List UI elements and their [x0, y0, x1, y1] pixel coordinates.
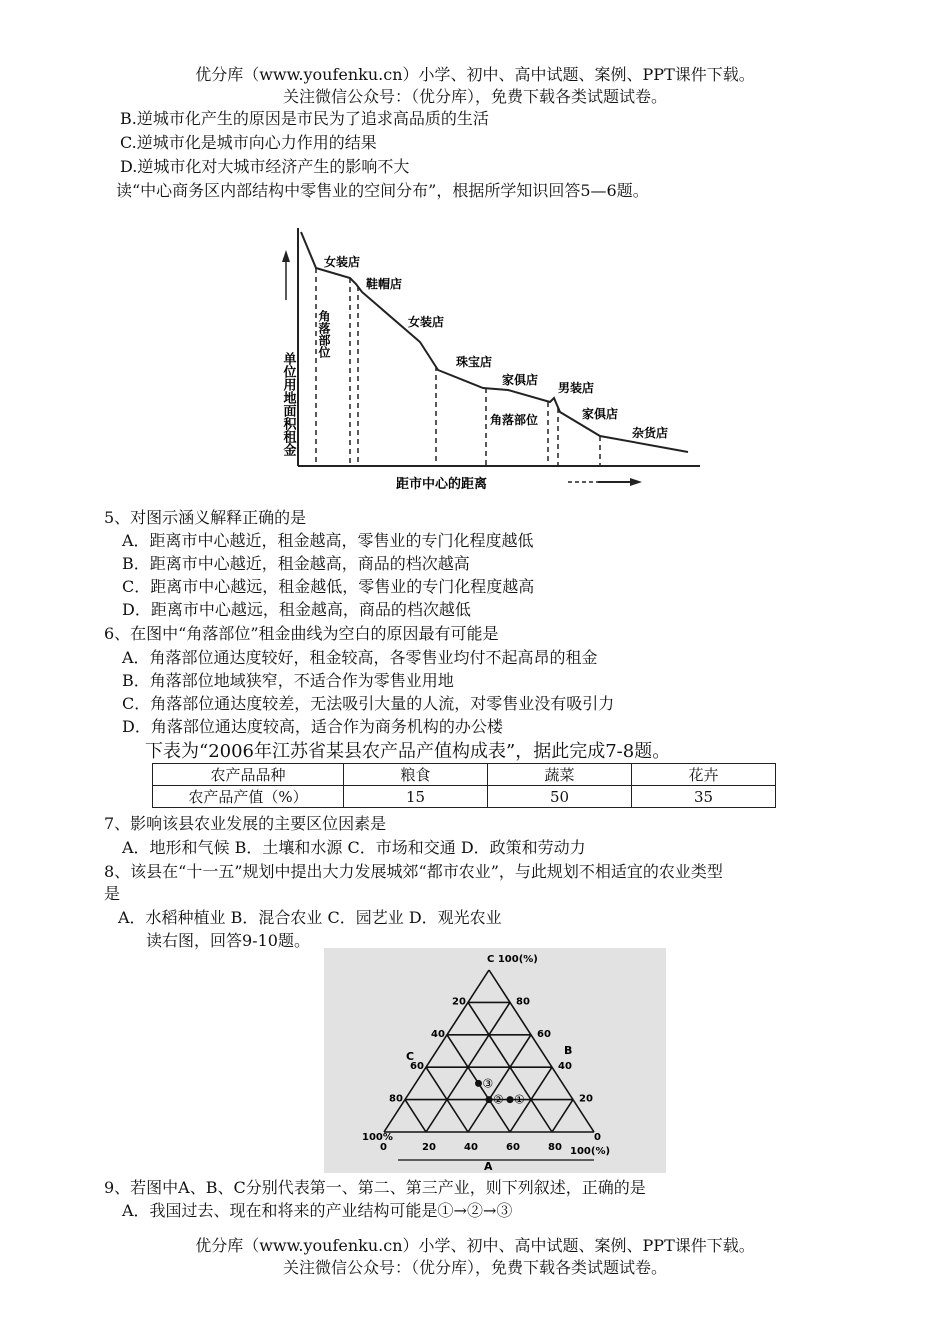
data-point-label: ②	[493, 1092, 504, 1107]
data-point-label: ①	[514, 1092, 525, 1107]
tick-label-a: 60	[506, 1142, 520, 1153]
label-corner-1: 角落部位	[317, 310, 331, 358]
q9-stem: 9、若图中A、B、C分别代表第一、第二、第三产业，则下列叙述，正确的是	[104, 1178, 646, 1197]
q8-stem-line-1: 8、该县在“十一五”规划中提出大力发展城郊“都市农业”，与此规划不相适宜的农业类型	[104, 862, 723, 881]
q8-options: A．水稻种植业 B．混合农业 C．园艺业 D．观光农业	[118, 908, 502, 927]
table-header-cell: 蔬菜	[488, 764, 632, 786]
intro-7-8: 下表为“2006年江苏省某县农产品产值构成表”，据此完成7-8题。	[145, 741, 671, 762]
data-point	[475, 1080, 482, 1087]
q4-option-b: B.逆城市化产生的原因是市民为了追求高品质的生活	[120, 109, 489, 128]
label-mens-store: 男装店	[558, 381, 595, 395]
label-womens-store-2: 女装店	[408, 315, 445, 329]
retail-rent-chart	[268, 220, 708, 495]
tick-label-c: 20	[452, 996, 466, 1008]
data-point	[507, 1096, 514, 1103]
table-cell: 35	[632, 786, 776, 808]
header-line-1: 优分库（www.youfenku.cn）小学、初中、高中试题、案例、PPT课件下载。	[195, 65, 755, 84]
x-axis-label: 距市中心的距离	[396, 477, 488, 492]
label-furniture-store-2: 家俱店	[582, 407, 619, 421]
q8-stem-line-2: 是	[104, 884, 121, 903]
q9-option-a: A．我国过去、现在和将来的产业结构可能是①→②→③	[122, 1201, 513, 1220]
q6-stem: 6、在图中“角落部位”租金曲线为空白的原因最有可能是	[104, 624, 499, 643]
axis-c-label: C	[406, 1050, 415, 1063]
intro-9-10: 读右图，回答9-10题。	[146, 931, 310, 950]
data-point	[486, 1096, 493, 1103]
q4-option-d: D.逆城市化对大城市经济产生的影响不大	[120, 157, 410, 176]
q6-option-a: A．角落部位通达度较好，租金较高，各零售业均付不起高昂的租金	[122, 648, 598, 667]
q5-option-c: C．距离市中心越远，租金越低，零售业的专门化程度越高	[122, 577, 535, 596]
footer-line-1: 优分库（www.youfenku.cn）小学、初中、高中试题、案例、PPT课件下载。	[195, 1236, 755, 1255]
tick-label-a: 80	[548, 1142, 562, 1153]
q7-options: A．地形和气候 B．土壤和水源 C．市场和交通 D．政策和劳动力	[122, 838, 586, 857]
q6-option-c: C．角落部位通达度较差，无法吸引大量的人流，对零售业没有吸引力	[122, 694, 615, 713]
table-header-cell: 花卉	[632, 764, 776, 786]
table-cell: 50	[488, 786, 632, 808]
q6-option-b: B．角落部位地域狭窄，不适合作为零售业用地	[122, 671, 454, 690]
table-row	[153, 786, 776, 808]
bottom-end-label: 100(%)	[570, 1146, 611, 1157]
tick-label-b: 20	[579, 1093, 593, 1105]
footer-line-2: 关注微信公众号：（优分库），免费下载各类试题试卷。	[282, 1258, 667, 1277]
tick-label-b: 60	[537, 1028, 551, 1040]
axis-a-label: A	[484, 1160, 493, 1173]
left-corner-label: 100%	[362, 1132, 393, 1143]
right-corner-label: 0	[594, 1132, 601, 1143]
tick-label-a: 40	[464, 1142, 478, 1153]
q5-option-d: D．距离市中心越远，租金越高，商品的档次越低	[122, 600, 471, 619]
table-header-cell: 农产品品种	[153, 764, 344, 786]
table-header-cell: 粮食	[344, 764, 488, 786]
label-corner-2: 角落部位	[490, 413, 539, 427]
label-jewelry-store: 珠宝店	[456, 355, 493, 369]
ternary-chart	[324, 948, 666, 1173]
production-table	[152, 763, 776, 808]
y-axis-label: 单位用地面积租金	[280, 352, 296, 456]
top-label: C 100(%)	[487, 954, 538, 965]
table-row-label: 农产品产值（%）	[153, 786, 344, 808]
label-womens-store-1: 女装店	[324, 255, 361, 269]
axis-b-label: B	[564, 1044, 573, 1057]
label-grocery-store: 杂货店	[632, 426, 669, 440]
intro-5-6: 读“中心商务区内部结构中零售业的空间分布”，根据所学知识回答5—6题。	[116, 181, 649, 200]
y-arrow-head	[282, 250, 290, 262]
q4-option-c: C.逆城市化是城市向心力作用的结果	[120, 133, 377, 152]
tick-label-c: 80	[389, 1093, 403, 1105]
q7-stem: 7、影响该县农业发展的主要区位因素是	[104, 814, 387, 833]
q6-option-d: D．角落部位通达度较高，适合作为商务机构的办公楼	[122, 717, 503, 736]
table-cell: 15	[344, 786, 488, 808]
table-header-row	[153, 764, 776, 786]
q5-stem: 5、对图示涵义解释正确的是	[104, 508, 307, 527]
tick-label-a: 0	[380, 1142, 387, 1153]
tick-label-c: 40	[431, 1028, 445, 1040]
tick-label-b: 80	[516, 996, 530, 1008]
x-arrow-head	[630, 478, 642, 486]
data-point-label: ③	[482, 1076, 494, 1091]
label-shoe-store: 鞋帽店	[366, 277, 403, 291]
tick-label-c: 60	[410, 1061, 424, 1073]
tick-label-a: 20	[422, 1142, 436, 1153]
q5-option-b: B．距离市中心越近，租金越高，商品的档次越高	[122, 554, 470, 573]
header-line-2: 关注微信公众号：（优分库），免费下载各类试题试卷。	[282, 87, 667, 106]
q5-option-a: A．距离市中心越近，租金越高，零售业的专门化程度越低	[122, 531, 534, 550]
tick-label-b: 40	[558, 1061, 572, 1073]
label-furniture-store-1: 家俱店	[502, 373, 539, 387]
